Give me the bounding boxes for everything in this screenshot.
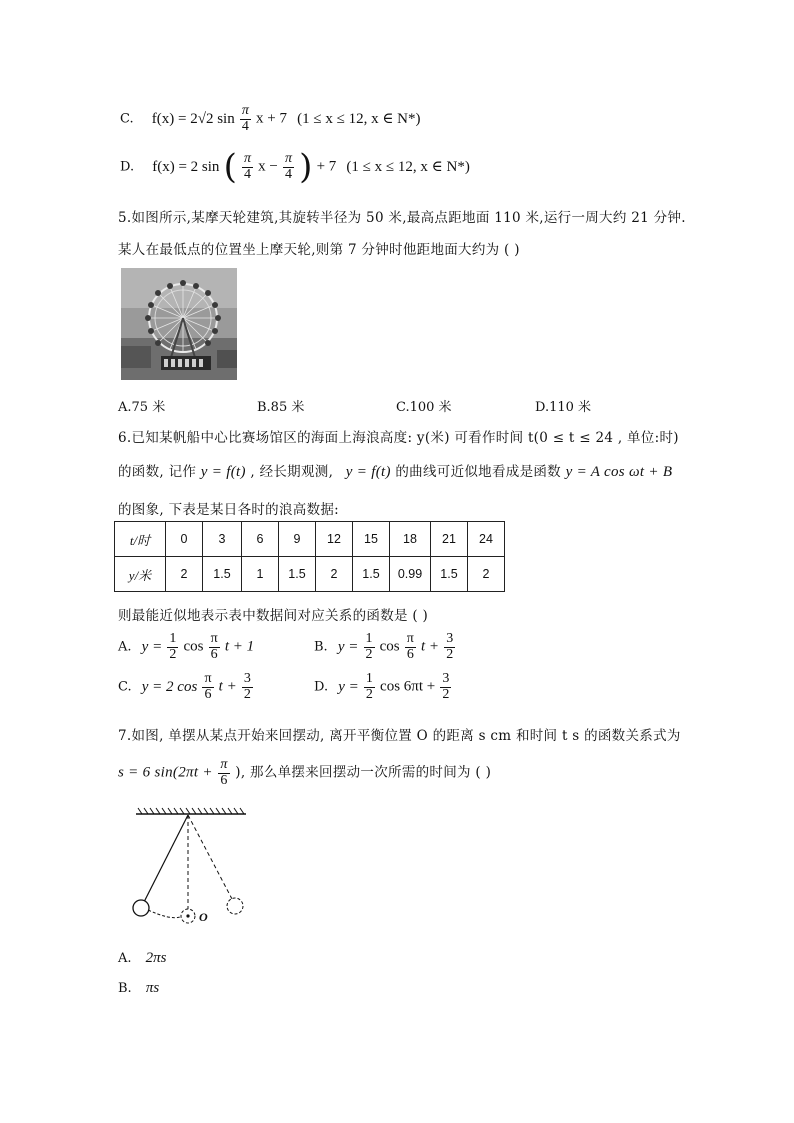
fraction (240, 104, 251, 134)
numerator: π (204, 671, 212, 686)
table-cell: 1.5 (279, 557, 316, 592)
ferris-wheel-icon (121, 268, 237, 380)
formula: cos (379, 638, 400, 655)
table-cell: 15 (353, 522, 390, 557)
q5-line2: 某人在最低点的位置坐上摩天轮,则第 7 分钟时他距地面大约为 ( ) (118, 242, 520, 258)
formula: y = 2 cos (141, 678, 198, 695)
table-cell: 6 (242, 522, 279, 557)
formula: y = f(t) (200, 464, 246, 480)
fraction (405, 632, 416, 662)
table-cell: 3 (203, 522, 242, 557)
formula: t + (218, 678, 237, 695)
table-cell: 0 (166, 522, 203, 557)
table-cell: 18 (390, 522, 431, 557)
right-paren: ) (299, 147, 313, 187)
text: 的曲线可近似地看成是函数 (395, 464, 561, 480)
option-label: D. (120, 159, 135, 175)
text: ), 那么单摆来回摆动一次所需的时间为 ( ) (235, 764, 492, 781)
denominator: 2 (365, 686, 373, 702)
denominator: 2 (446, 646, 454, 662)
formula: cos 6πt + (380, 678, 436, 695)
table-header-y (115, 557, 166, 592)
option-label: D. (314, 679, 329, 695)
q6-option-b (314, 632, 456, 662)
domain: (1 ≤ x ≤ 12, x ∈ N*) (297, 110, 421, 127)
formula-prefix: f(x) = 2 sin (152, 158, 220, 175)
denominator: 6 (220, 772, 228, 788)
pendulum-icon (120, 806, 270, 926)
fraction (209, 632, 220, 662)
q6-option-d (314, 672, 452, 702)
table-cell: 2 (316, 557, 353, 592)
fraction (364, 632, 375, 662)
fraction (444, 632, 455, 662)
denominator: 6 (204, 686, 212, 702)
q6-line1: 6.已知某帆船中心比赛场馆区的海面上海浪高度: y(米) 可看作时间 t(0 ≤ t ≤ 24 , 单位:时) (118, 430, 679, 446)
option-label: C. (120, 111, 134, 127)
table-cell: 12 (316, 522, 353, 557)
denominator: 6 (210, 646, 218, 662)
formula: y = (337, 638, 359, 655)
denominator: 4 (241, 118, 249, 134)
numerator: π (241, 103, 249, 118)
numerator: π (220, 757, 228, 772)
formula: t + (421, 638, 440, 655)
option-value: πs (145, 980, 160, 996)
fraction (283, 152, 294, 182)
denominator: 2 (365, 646, 373, 662)
formula-prefix: f(x) = 2√2 sin (151, 110, 235, 127)
denominator: 6 (406, 646, 414, 662)
origin-label: O (199, 910, 208, 924)
q4-option-c (120, 104, 421, 134)
q5-option-b: B.85 米 (257, 400, 305, 415)
table-cell: 1.5 (431, 557, 468, 592)
option-label: C. (118, 679, 132, 695)
formula: y = A cos ωt + B (565, 464, 673, 480)
domain: (1 ≤ x ≤ 12, x ∈ N*) (346, 158, 470, 175)
fraction (440, 672, 451, 702)
table-cell: 2 (166, 557, 203, 592)
q5-line1: 5.如图所示,某摩天轮建筑,其旋转半径为 50 米,最高点距地面 110 米,运行一周大约 21 分钟. (118, 210, 686, 226)
denominator: 4 (243, 166, 251, 182)
numerator: 1 (365, 671, 373, 686)
q6-line3: 的图象, 下表是某日各时的浪高数据: (118, 502, 340, 518)
denominator: 4 (285, 166, 292, 182)
numerator: 3 (446, 631, 454, 646)
table-cell: 9 (279, 522, 316, 557)
q5-option-d: D.110 米 (535, 400, 592, 415)
formula: y = (338, 678, 359, 695)
table-cell: 2 (468, 557, 505, 592)
formula-suffix: + 7 (316, 158, 337, 175)
q5-option-a: A.75 米 (118, 400, 166, 415)
ferris-wheel-photo (121, 268, 237, 380)
header-text: t/时 (129, 532, 151, 548)
numerator: 1 (365, 631, 373, 646)
q6-option-c (118, 672, 254, 702)
fraction (167, 632, 178, 662)
left-paren: ( (223, 147, 237, 187)
formula: t + 1 (224, 638, 255, 655)
denominator: 2 (243, 686, 251, 702)
table-cell: 24 (468, 522, 505, 557)
numerator: 3 (243, 671, 251, 686)
denominator: 2 (442, 686, 450, 702)
text: 的函数, 记作 (118, 464, 197, 480)
table-cell: 1.5 (203, 557, 242, 592)
text: , 经长期观测, (250, 464, 334, 480)
numerator: π (285, 150, 293, 166)
table-cell: 1.5 (353, 557, 390, 592)
pendulum-figure (120, 806, 270, 926)
q7-line1: 7.如图, 单摆从某点开始来回摆动, 离开平衡位置 O 的距离 s cm 和时间 t s 的函数关系式为 (118, 728, 681, 744)
table-row (115, 557, 505, 592)
table-cell: 1 (242, 557, 279, 592)
formula: s = 6 sin(2πt + (118, 764, 213, 781)
option-label: B. (118, 981, 132, 996)
fraction (364, 672, 375, 702)
numerator: π (406, 631, 414, 646)
table-header-t (115, 522, 166, 557)
numerator: π (210, 631, 218, 646)
numerator: 1 (169, 631, 177, 646)
wave-height-table (114, 521, 505, 592)
fraction (242, 672, 253, 702)
header-text: y/米 (128, 567, 152, 583)
q7-line2 (118, 758, 491, 788)
q7-option-a (118, 950, 167, 967)
table-row (115, 522, 505, 557)
fraction (202, 672, 213, 702)
q4-option-d (120, 147, 470, 187)
option-label: B. (314, 639, 328, 655)
option-label: A. (118, 639, 132, 655)
q6-option-a (118, 632, 254, 662)
fraction (218, 758, 229, 788)
option-label: A. (118, 951, 132, 966)
denominator: 2 (169, 646, 177, 662)
table-cell: 0.99 (390, 557, 431, 592)
formula: cos (183, 638, 204, 655)
option-value: 2πs (145, 950, 167, 966)
numerator: π (243, 150, 251, 166)
q5-option-c: C.100 米 (396, 400, 452, 415)
q6-question: 则最能近似地表示表中数据间对应关系的函数是 ( ) (118, 608, 429, 624)
table-cell: 21 (431, 522, 468, 557)
fraction (242, 152, 253, 182)
q7-option-b (118, 980, 159, 997)
formula: y = (141, 638, 163, 655)
q6-line2 (118, 460, 672, 481)
formula-mid: x − (258, 158, 278, 175)
formula-suffix: x + 7 (256, 110, 287, 127)
numerator: 3 (442, 671, 450, 686)
formula: y = f(t) (345, 464, 391, 480)
